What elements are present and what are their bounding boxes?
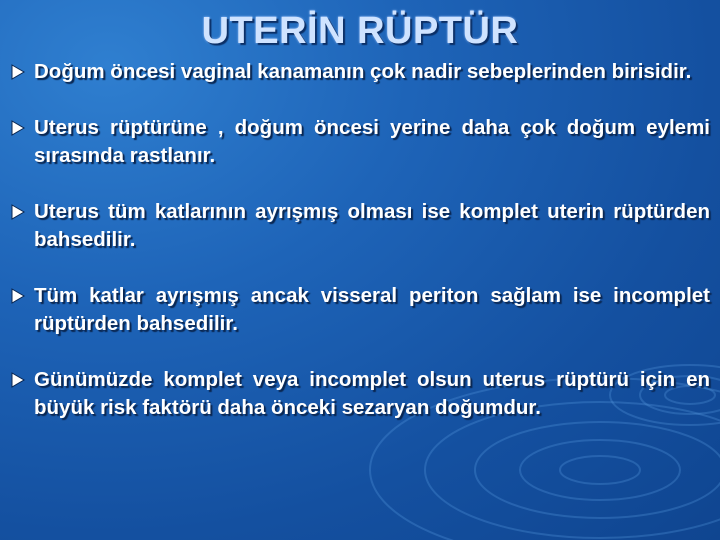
triangle-arrow-icon [10, 203, 26, 221]
triangle-arrow-icon [10, 371, 26, 389]
list-item [8, 198, 710, 254]
bullet-text: Uterus rüptürüne , doğum öncesi yerine daha çok doğum eylemi sırasında rastlanır. [34, 116, 710, 167]
bullet-text: Tüm katlar ayrışmış ancak visseral periton sağlam ise incomplet rüptürden bahsedilir. [34, 284, 710, 335]
list-item [8, 282, 710, 338]
bullet-text: Günümüzde komplet veya incomplet olsun uterus rüptürü için en büyük risk faktörü daha önceki sezaryan doğumdur. [34, 368, 710, 419]
slide-title: UTERİN RÜPTÜR [201, 10, 519, 52]
bullet-list [8, 58, 710, 450]
bullet-text: Uterus tüm katlarının ayrışmış olması ise komplet uterin rüptürden bahsedilir. [34, 200, 710, 251]
list-item [8, 366, 710, 422]
list-item [8, 114, 710, 170]
triangle-arrow-icon [10, 119, 26, 137]
list-item [8, 58, 710, 86]
triangle-arrow-icon [10, 63, 26, 81]
triangle-arrow-icon [10, 287, 26, 305]
bullet-text: Doğum öncesi vaginal kanamanın çok nadir sebeplerinden birisidir. [34, 60, 692, 83]
